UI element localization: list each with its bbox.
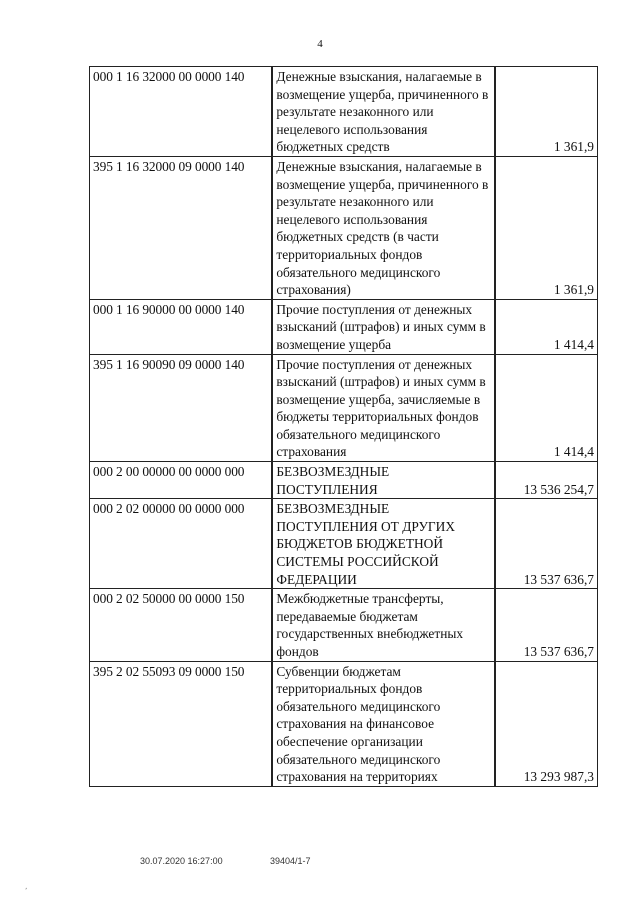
table-row: [90, 499, 598, 589]
revenue-amount: 13 536 254,7: [495, 462, 598, 499]
revenue-amount: 13 537 636,7: [495, 499, 598, 589]
scan-mark: ʼ: [25, 887, 28, 895]
footer-datetime: 30.07.2020 16:27:00: [140, 856, 223, 866]
budget-classification-code: 000 1 16 90000 00 0000 140: [90, 299, 273, 354]
budget-classification-code: 395 2 02 55093 09 0000 150: [90, 661, 273, 786]
revenue-amount: 1 414,4: [495, 354, 598, 462]
revenue-amount: 13 537 636,7: [495, 589, 598, 661]
revenue-amount: 1 414,4: [495, 299, 598, 354]
revenue-name: Прочие поступления от денежных взысканий (штрафов) и иных сумм в возмещение ущерба: [272, 299, 494, 354]
revenue-name: Денежные взыскания, налагаемые в возмещение ущерба, причиненного в результате незаконного или нецелевого использования бюджетных средств: [272, 67, 494, 157]
table-row: [90, 299, 598, 354]
budget-classification-code: 395 1 16 32000 09 0000 140: [90, 156, 273, 299]
budget-classification-code: 000 1 16 32000 00 0000 140: [90, 67, 273, 157]
table-row: [90, 589, 598, 661]
revenue-amount: 1 361,9: [495, 156, 598, 299]
page-number: 4: [317, 38, 323, 50]
budget-revenue-table: [89, 66, 598, 787]
revenue-amount: 13 293 987,3: [495, 661, 598, 786]
table-row: [90, 462, 598, 499]
table-row: [90, 354, 598, 462]
revenue-name: Межбюджетные трансферты, передаваемые бюджетам государственных внебюджетных фондов: [272, 589, 494, 661]
revenue-name: БЕЗВОЗМЕЗДНЫЕ ПОСТУПЛЕНИЯ: [272, 462, 494, 499]
budget-classification-code: 000 2 00 00000 00 0000 000: [90, 462, 273, 499]
revenue-name: БЕЗВОЗМЕЗДНЫЕ ПОСТУПЛЕНИЯ ОТ ДРУГИХ БЮДЖЕТОВ БЮДЖЕТНОЙ СИСТЕМЫ РОССИЙСКОЙ ФЕДЕРАЦИИ: [272, 499, 494, 589]
table-row: [90, 67, 598, 157]
revenue-name: Денежные взыскания, налагаемые в возмещение ущерба, причиненного в результате незаконного или нецелевого использования бюджетных средств (в части территориальных фондов обязательного медицинского страхования): [272, 156, 494, 299]
revenue-name: Прочие поступления от денежных взысканий (штрафов) и иных сумм в возмещение ущерба, зачисляемые в бюджеты территориальных фондов обязательного медицинского страхования: [272, 354, 494, 462]
revenue-amount: 1 361,9: [495, 67, 598, 157]
revenue-name: Субвенции бюджетам территориальных фондов обязательного медицинского страхования на финансовое обеспечение организации обязательного медицинского страхования на территориях: [272, 661, 494, 786]
footer-document-number: 39404/1-7: [270, 856, 311, 866]
budget-classification-code: 000 2 02 00000 00 0000 000: [90, 499, 273, 589]
table-row: [90, 156, 598, 299]
budget-classification-code: 000 2 02 50000 00 0000 150: [90, 589, 273, 661]
table-row: [90, 661, 598, 786]
budget-classification-code: 395 1 16 90090 09 0000 140: [90, 354, 273, 462]
